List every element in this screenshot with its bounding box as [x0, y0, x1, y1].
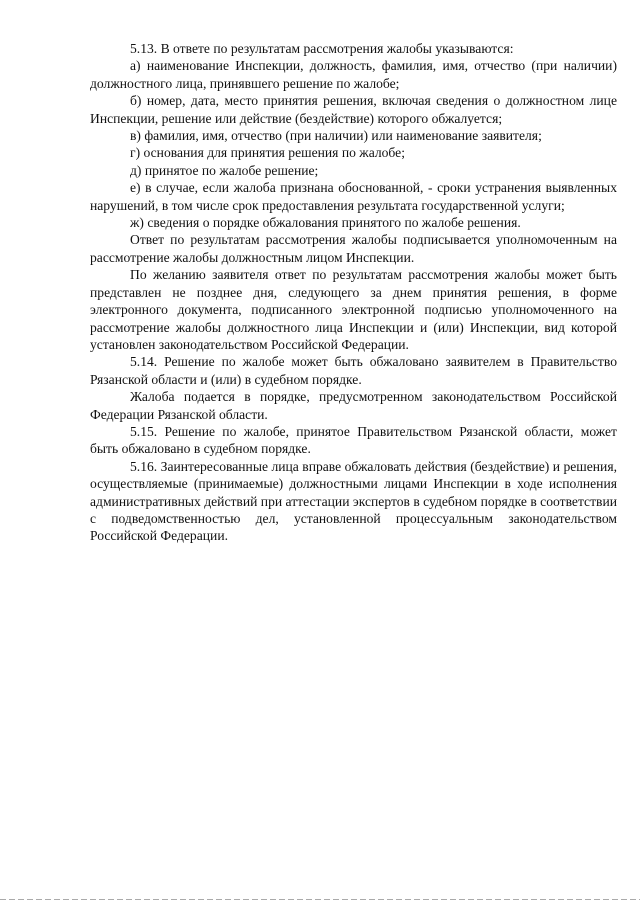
paragraph-5-13-heading: 5.13. В ответе по результатам рассмотрения жалобы указываются:: [130, 41, 514, 56]
list-item-v: в) фамилия, имя, отчество (при наличии) или наименование заявителя;: [130, 128, 542, 144]
list-item-e: е) в случае, если жалоба признана обоснованной, - сроки устранения выявленных нарушений, в том числе срок предоставления результата государственной услуги;: [90, 180, 617, 213]
scan-bottom-edge: [0, 899, 640, 900]
list-item-zh: ж) сведения о порядке обжалования принятого по жалобе решения.: [130, 215, 521, 231]
list-item-g: г) основания для принятия решения по жалобе;: [130, 145, 405, 161]
paragraph-electronic-answer: По желанию заявителя ответ по результатам рассмотрения жалобы может быть представлен не позднее дня, следующего за днем принятия решения, в форме электронного документа, подписанного электронной подписью уполномоченного на рассмотрение жалобы должностного лица Инспекции и (или) Инспекции, вид которой установлен законодательством Российской Федерации.: [90, 267, 617, 352]
paragraph-5-15: 5.15. Решение по жалобе, принятое Правительством Рязанской области, может быть обжаловано в судебном порядке.: [90, 423, 617, 457]
paragraph-5-14: 5.14. Решение по жалобе может быть обжаловано заявителем в Правительство Рязанской области и (или) в судебном порядке.: [90, 354, 617, 387]
document-body: [90, 40, 617, 545]
list-item-a: а) наименование Инспекции, должность, фамилия, имя, отчество (при наличии) должностного лица, принявшего решение по жалобе;: [90, 58, 617, 91]
paragraph-complaint-procedure: Жалоба подается в порядке, предусмотренном законодательством Российской Федерации Рязанской области.: [90, 389, 617, 422]
list-item-d: д) принятое по жалобе решение;: [130, 162, 319, 178]
paragraph-5-16: 5.16. Заинтересованные лица вправе обжаловать действия (бездействие) и решения, осуществляемые (принимаемые) должностными лицами Инспекции в ходе исполнения административных действий при аттестации экспертов в судебном порядке в соответствии с подведомственностью дел, установленной процессуальным законодательством Российской Федерации.: [90, 458, 617, 544]
paragraph-answer-signed: Ответ по результатам рассмотрения жалобы подписывается уполномоченным на рассмотрение жалобы должностным лицом Инспекции.: [90, 232, 617, 265]
list-item-b: б) номер, дата, место принятия решения, включая сведения о должностном лице Инспекции, решение или действие (бездействие) которого обжалуется;: [90, 93, 617, 126]
